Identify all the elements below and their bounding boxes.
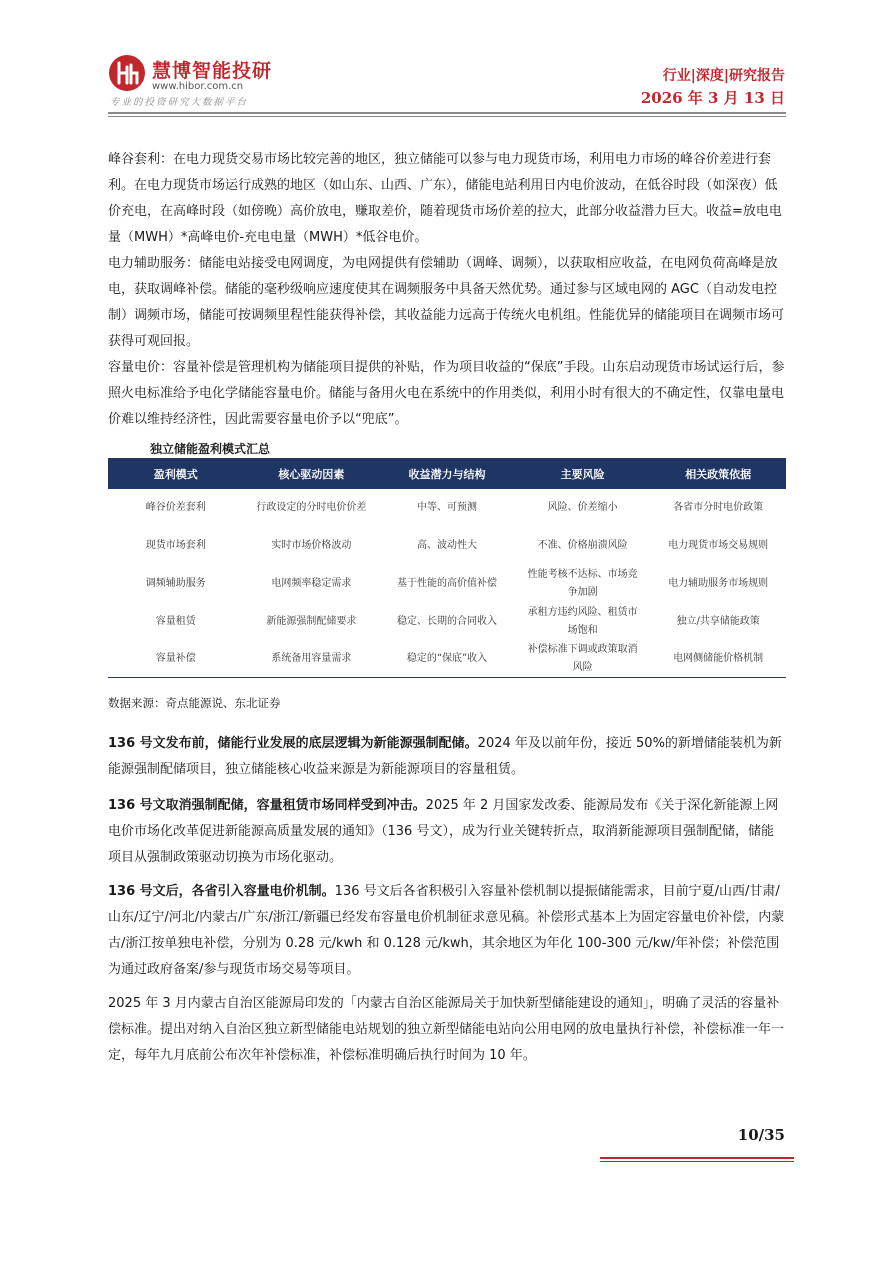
hibor-logo[interactable]	[108, 54, 308, 110]
footer-divider	[600, 1157, 794, 1159]
table-cell: 行政设定的分时电价价差	[256, 502, 367, 513]
table-cell: 稳定的“保底”收入	[379, 641, 515, 678]
table-cell: 电力辅助服务市场规则	[668, 578, 769, 589]
paragraph-after-136	[108, 879, 786, 983]
table-source-note: 数据来源：奇点能源说、东北证券	[108, 696, 281, 710]
hibor-logo-icon	[108, 54, 146, 92]
table-cell: 补偿标准下调或政策取消风险	[515, 641, 651, 678]
table-title: 独立储能盈利模式汇总	[150, 442, 271, 456]
table-cell: 实时市场价格波动	[271, 540, 352, 551]
table-cell: 不准、价格崩溃风险	[537, 540, 628, 551]
page-number: 10/35	[737, 1126, 785, 1144]
table-cell: 基于性能的高价值补偿	[396, 578, 497, 589]
paragraph-ancillary-services: 电力辅助服务：储能电站接受电网调度，为电网提供有偿辅助（调峰、调频），以获取相应收益，在电网负荷高峰是放电，获取调峰补偿。储能的毫秒级响应速度使其在调频服务中具备天然优势。通过参与区域电网的 AGC（自动发电控制）调频市场，储能可按调频里程性能获得补偿，其收益能力远高于传统火电机组。性能优异的储能项目在调频市场可获得可观回报。	[108, 256, 785, 349]
paragraph-capacity-price: 容量电价：容量补偿是管理机构为储能项目提供的补贴，作为项目收益的“保底”手段。山东启动现货市场试运行后，参照火电标准给予电化学储能容量电价。储能与备用火电在系统中的作用类似，利用小时有很大的不确定性，仅靠电量电价难以维持经济性，因此需要容量电价予以“兜底”。	[108, 360, 785, 427]
table-row	[108, 603, 786, 641]
table-cell: 系统备用容量需求	[244, 641, 380, 678]
logo-slogan: 专业的投资研究大数据平台	[110, 97, 249, 108]
table-cell: 调频辅助服务	[145, 578, 206, 589]
table-cell: 承租方违约风险、租赁市场饱和	[527, 607, 638, 636]
column-header: 相关政策依据	[650, 459, 786, 489]
paragraph-peak-valley: 峰谷套利：在电力现货交易市场比较完善的地区，独立储能可以参与电力现货市场，利用电力市场的峰谷价差进行套利。在电力现货市场运行成熟的地区（如山东、山西、广东），储能电站利用日内电价波动，在低谷时段（如深夜）低价充电，在高峰时段（如傍晚）高价放电，赚取差价，随着现货市场价差的拉大，此部分收益潜力巨大。收益=放电电量（MWH）*高峰电价-充电电量（MWH）*低谷电价。	[108, 152, 782, 245]
paragraph-136-cancel	[108, 793, 786, 871]
table-cell: 性能考核不达标、市场竞争加剧	[527, 569, 638, 598]
table-cell: 独立/共享储能政策	[676, 616, 760, 627]
footer-divider-thin	[600, 1161, 794, 1162]
table-cell: 现货市场套利	[145, 540, 206, 551]
profit-model-table	[108, 459, 786, 678]
table-row	[108, 527, 786, 565]
table-cell: 中等、可预测	[416, 502, 477, 513]
paragraph-text: 136 号文后各省积极引入容量补偿机制以提振储能需求，目前宁夏/山西/甘肃/山东/辽宁/河北/内蒙古/广东/浙江/新疆已经发布容量电价机制征求意见稿。补偿形式基本上为固定容量电价补偿，内蒙古/浙江按单独电补偿，分别为 0.28 元/kwh 和 0.128 元/kwh，其余地区为年化 100-300 元/kw/年补偿；补偿范围为通过政府备案/参与现货市场交易等项目。	[108, 884, 785, 977]
header-divider-thin	[108, 116, 786, 117]
logo-name: 慧博智能投研	[152, 60, 273, 82]
column-header: 收益潜力与结构	[379, 459, 515, 489]
table-cell: 高、波动性大	[416, 540, 477, 551]
table-cell: 容量补偿	[108, 641, 244, 678]
table-header-row	[108, 459, 786, 489]
paragraph-text: 2024 年及以前年份，接近 50%的新增储能装机为新能源强制配储项目，独立储能核心收益来源是为新能源项目的容量租赁。	[108, 736, 782, 777]
paragraph-lead: 136 号文取消强制配储，容量租赁市场同样受到冲击。	[108, 798, 426, 813]
paragraph-lead: 136 号文发布前，储能行业发展的底层逻辑为新能源强制配储。	[108, 736, 478, 751]
paragraph-lead: 136 号文后，各省引入容量电价机制。	[108, 884, 335, 899]
table-row	[108, 565, 786, 603]
table-cell: 容量租赁	[155, 616, 196, 627]
header-divider	[108, 112, 786, 114]
column-header: 主要风险	[515, 459, 651, 489]
table-cell: 各省市分时电价政策	[673, 502, 764, 513]
report-date: 2026 年 3 月 13 日	[640, 89, 785, 107]
table-cell: 风险、价差缩小	[547, 502, 618, 513]
table-cell: 峰谷价差套利	[145, 502, 206, 513]
table-row	[108, 641, 786, 678]
table-cell: 电网频率稳定需求	[271, 578, 352, 589]
paragraph-before-136	[108, 731, 786, 783]
logo-url: www.hibor.com.cn	[152, 81, 244, 92]
column-header: 盈利模式	[108, 459, 244, 489]
report-type: 行业|深度|研究报告	[662, 68, 785, 84]
table-row	[108, 489, 786, 527]
column-header: 核心驱动因素	[244, 459, 380, 489]
paragraph-text: 2025 年 2 月国家发改委、能源局发布《关于深化新能源上网电价市场化改革促进新能源高质量发展的通知》（136 号文），成为行业关键转折点，取消新能源项目强制配储，储能项目从强制政策驱动切换为市场化驱动。	[108, 798, 779, 865]
table-cell: 稳定、长期的合同收入	[396, 616, 497, 627]
table-cell: 电网侧储能价格机制	[650, 641, 786, 678]
table-cell: 电力现货市场交易规则	[668, 540, 769, 551]
paragraph-inner-mongolia: 2025 年 3 月内蒙古自治区能源局印发的「内蒙古自治区能源局关于加快新型储能建设的通知」，明确了灵活的容量补偿标准。提出对纳入自治区独立新型储能电站规划的独立新型储能电站向公用电网的放电量执行补偿，补偿标准一年一定，每年九月底前公布次年补偿标准，补偿标准明确后执行时间为 10 年。	[108, 996, 785, 1063]
table-cell: 新能源强制配储要求	[266, 616, 357, 627]
